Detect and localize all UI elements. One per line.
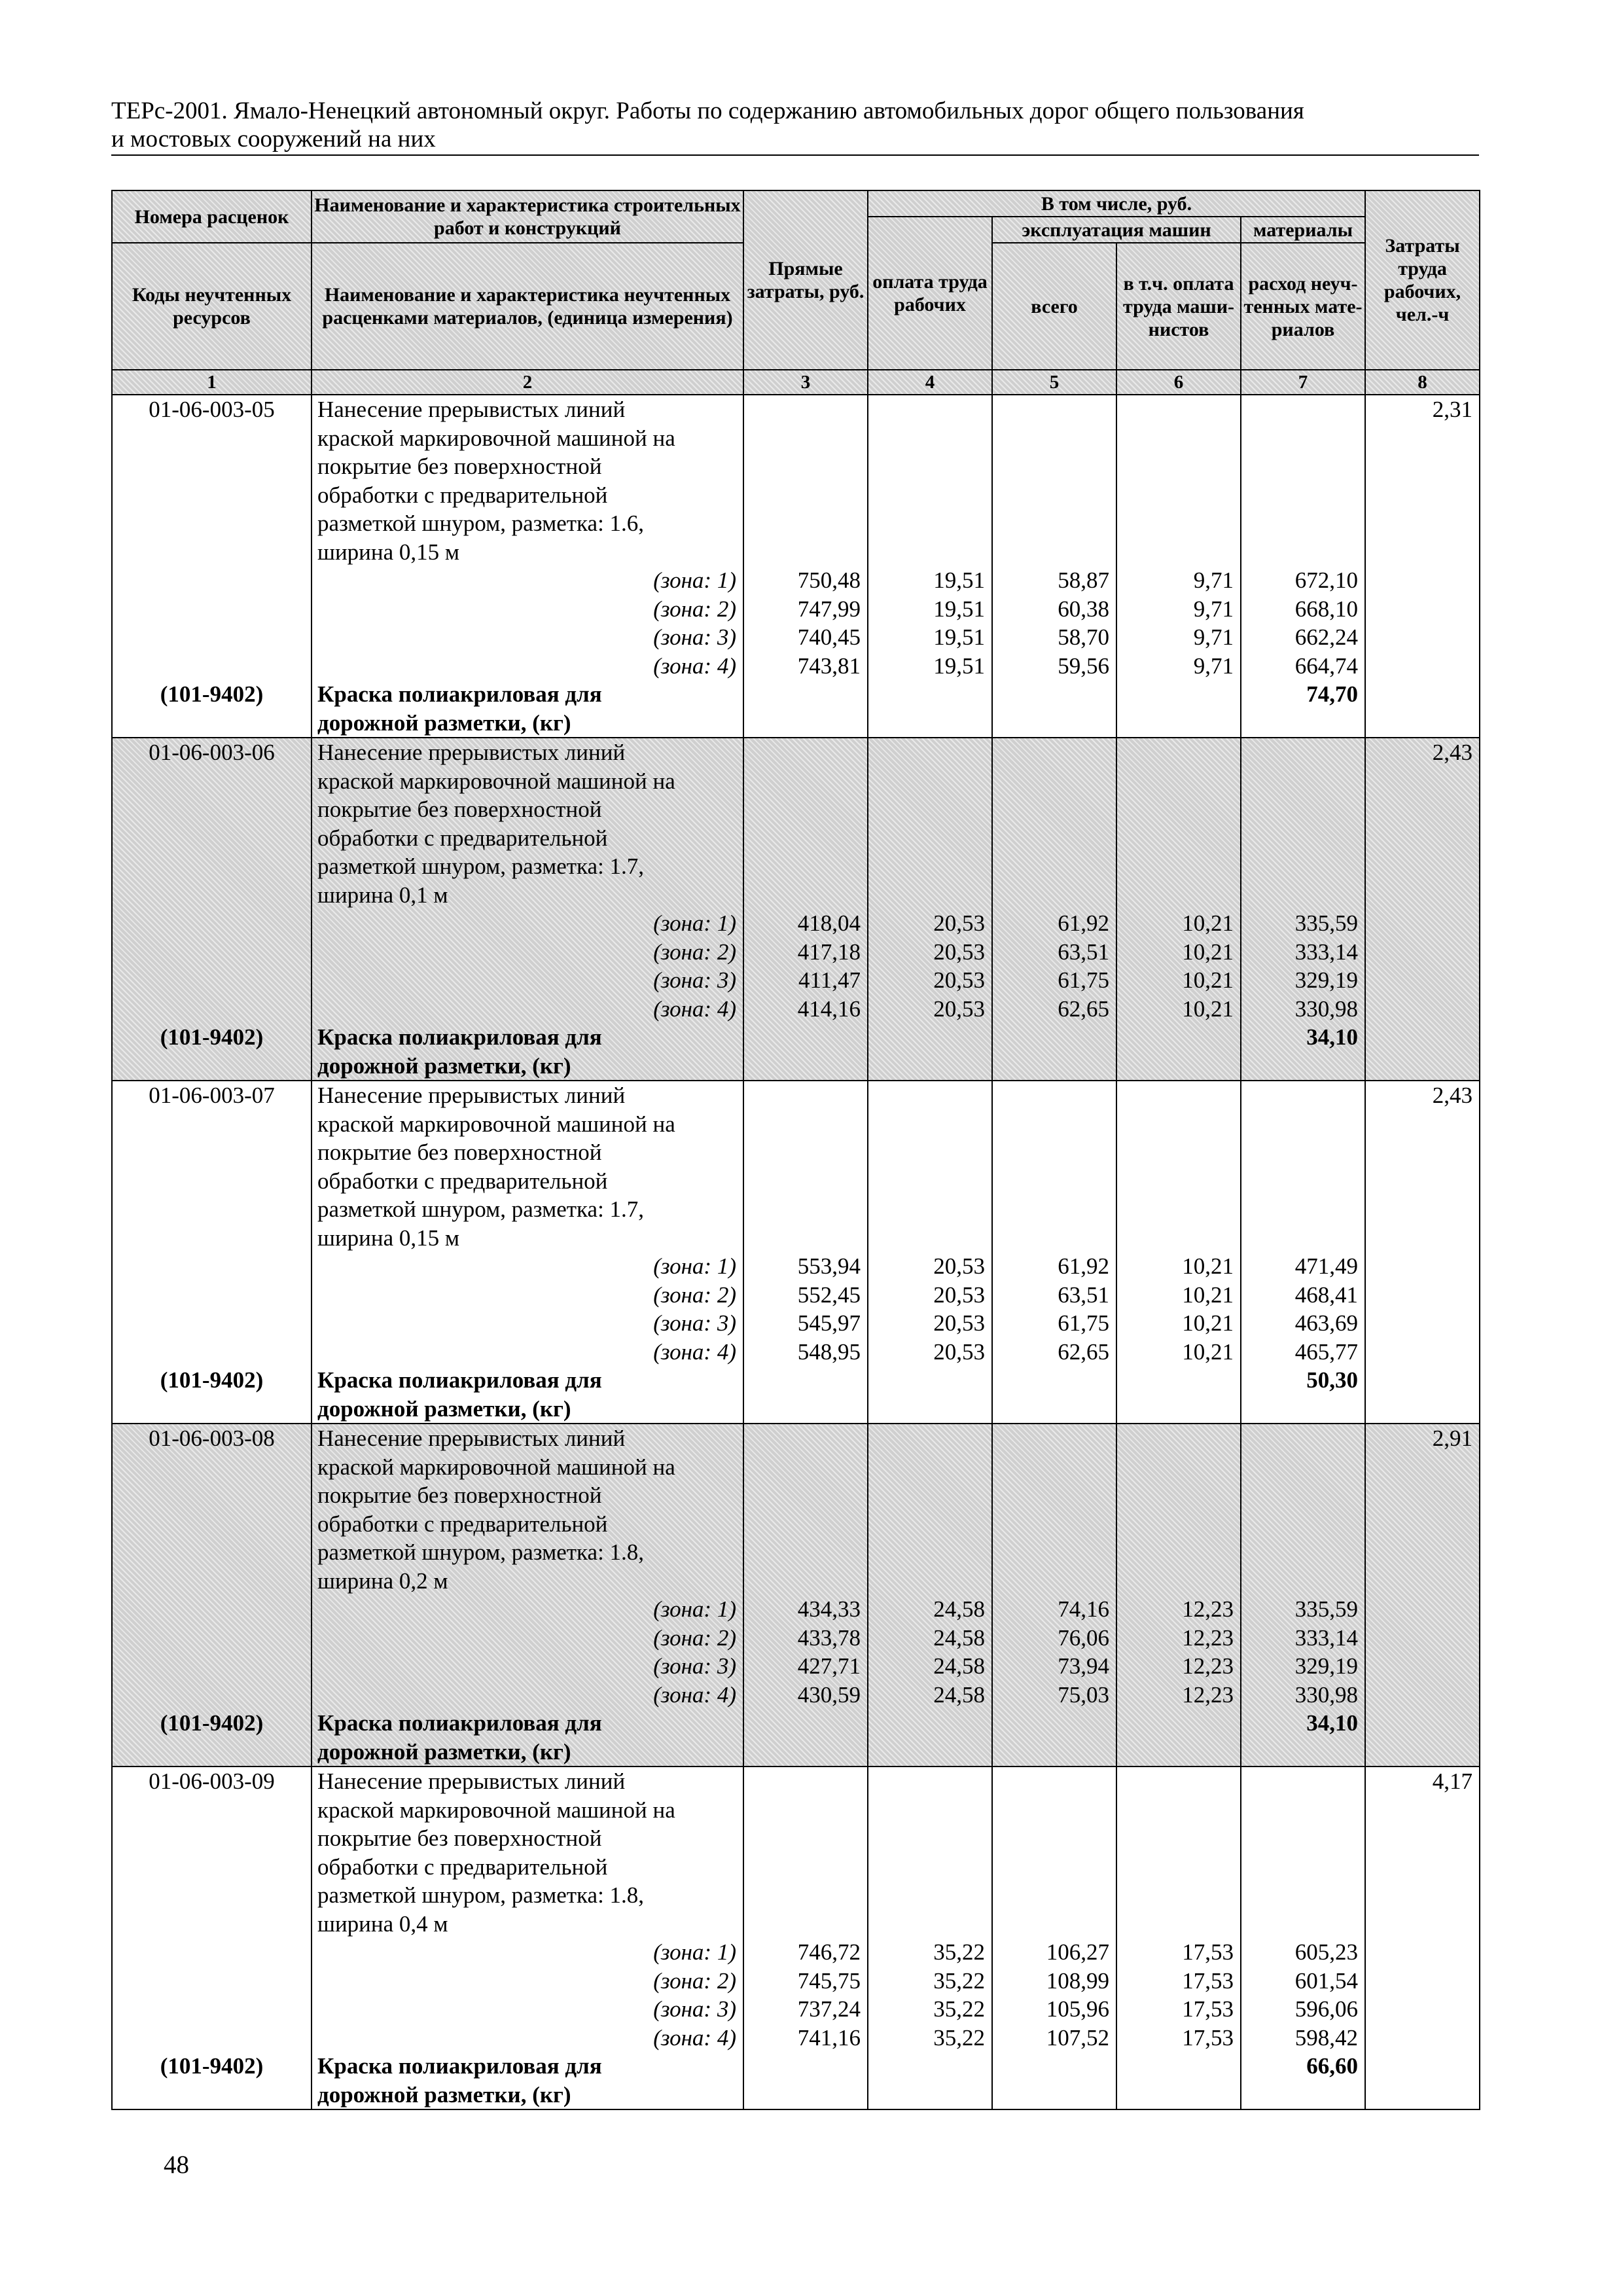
machine-total-value: 63,51 bbox=[1058, 1282, 1109, 1308]
labor-hours-cell bbox=[1365, 1424, 1480, 1767]
machine-labor-value: 9,71 bbox=[1193, 624, 1234, 650]
col-number: 2 bbox=[312, 370, 743, 395]
materials-value: 598,42 bbox=[1294, 2024, 1359, 2051]
machine-labor-cell bbox=[1116, 395, 1241, 738]
direct-cost-value: 750,48 bbox=[797, 567, 861, 593]
direct-cost-value: 741,16 bbox=[797, 2024, 861, 2051]
machine-labor-value: 9,71 bbox=[1193, 596, 1234, 622]
work-description-line: краской маркировочной машиной на bbox=[317, 1111, 675, 1137]
th-rate-numbers: Номера расценок bbox=[112, 190, 312, 243]
material-quantity: 66,60 bbox=[1306, 2053, 1359, 2079]
machine-total-cell bbox=[992, 738, 1116, 1081]
machine-labor-cell bbox=[1116, 1767, 1241, 2109]
material-code: (101-9402) bbox=[160, 1024, 264, 1050]
material-quantity: 34,10 bbox=[1306, 1710, 1359, 1736]
work-description-line: покрытие без поверхностной bbox=[317, 1482, 602, 1508]
work-description-line: ширина 0,15 м bbox=[317, 539, 460, 565]
direct-cost-value: 552,45 bbox=[797, 1282, 861, 1308]
rates-table bbox=[111, 190, 1480, 2110]
work-description-line: краской маркировочной машиной на bbox=[317, 1797, 675, 1823]
machine-total-value: 76,06 bbox=[1058, 1624, 1109, 1651]
machine-total-value: 59,56 bbox=[1058, 653, 1109, 679]
material-name-line: дорожной разметки, (кг) bbox=[317, 1395, 571, 1422]
machine-labor-value: 12,23 bbox=[1182, 1596, 1234, 1622]
th-materials: материалы bbox=[1241, 217, 1365, 243]
machine-labor-value: 10,21 bbox=[1182, 939, 1234, 965]
direct-cost-value: 414,16 bbox=[797, 996, 861, 1022]
machine-total-value: 74,16 bbox=[1058, 1596, 1109, 1622]
table-head bbox=[112, 190, 1480, 395]
zone-label: (зона: 1) bbox=[653, 1596, 736, 1622]
materials-value: 329,19 bbox=[1294, 967, 1359, 993]
work-description-line: краской маркировочной машиной на bbox=[317, 1454, 675, 1480]
labor-pay-cell bbox=[868, 1424, 992, 1767]
code-cell bbox=[112, 1081, 312, 1424]
materials-cell bbox=[1241, 1424, 1365, 1767]
header-line-2: и мостовых сооружений на них bbox=[111, 126, 436, 152]
work-description-line: Нанесение прерывистых линий bbox=[317, 740, 626, 765]
machine-total-value: 107,52 bbox=[1046, 2024, 1109, 2051]
direct-cost-cell bbox=[743, 1081, 868, 1424]
machine-labor-value: 10,21 bbox=[1182, 1282, 1234, 1308]
work-description-line: Нанесение прерывистых линий bbox=[317, 1768, 626, 1794]
labor-hours: 2,43 bbox=[1432, 1083, 1473, 1108]
page-number: 48 bbox=[164, 2151, 189, 2179]
machine-total-value: 60,38 bbox=[1058, 596, 1109, 622]
machine-total-cell bbox=[992, 1424, 1116, 1767]
machine-labor-value: 17,53 bbox=[1182, 1967, 1234, 1994]
rate-code: 01-06-003-06 bbox=[149, 740, 275, 765]
machine-total-value: 61,75 bbox=[1058, 1310, 1109, 1336]
col-number: 3 bbox=[743, 370, 868, 395]
work-description-line: краской маркировочной машиной на bbox=[317, 425, 675, 451]
material-name-line: дорожной разметки, (кг) bbox=[317, 709, 571, 736]
materials-value: 668,10 bbox=[1294, 596, 1359, 622]
work-description-line: обработки с предварительной bbox=[317, 482, 608, 508]
rate-code: 01-06-003-09 bbox=[149, 1768, 275, 1794]
labor-hours-cell bbox=[1365, 738, 1480, 1081]
zone-label: (зона: 2) bbox=[653, 1624, 736, 1651]
direct-cost-cell bbox=[743, 1424, 868, 1767]
code-cell bbox=[112, 738, 312, 1081]
labor-hours-cell bbox=[1365, 1081, 1480, 1424]
direct-cost-value: 433,78 bbox=[797, 1624, 861, 1651]
labor-pay-value: 24,58 bbox=[933, 1596, 985, 1622]
labor-pay-value: 20,53 bbox=[933, 1338, 985, 1365]
description-cell bbox=[312, 738, 743, 1081]
labor-pay-value: 35,22 bbox=[933, 1939, 985, 1965]
th-work-name: Наименование и характеристика строительных работ и конструкций bbox=[312, 190, 743, 243]
materials-value: 333,14 bbox=[1294, 1624, 1359, 1651]
direct-cost-value: 743,81 bbox=[797, 653, 861, 679]
th-machine-labor: в т.ч. оплата труда маши-нистов bbox=[1116, 243, 1241, 370]
direct-cost-value: 747,99 bbox=[797, 596, 861, 622]
code-cell bbox=[112, 1424, 312, 1767]
labor-pay-cell bbox=[868, 395, 992, 738]
code-cell bbox=[112, 1767, 312, 2109]
materials-value: 471,49 bbox=[1294, 1253, 1359, 1279]
direct-cost-value: 553,94 bbox=[797, 1253, 861, 1279]
rate-code: 01-06-003-05 bbox=[149, 397, 275, 422]
materials-value: 662,24 bbox=[1294, 624, 1359, 650]
material-quantity: 74,70 bbox=[1306, 681, 1359, 707]
labor-pay-value: 20,53 bbox=[933, 996, 985, 1022]
zone-label: (зона: 3) bbox=[653, 967, 736, 993]
direct-cost-value: 434,33 bbox=[797, 1596, 861, 1622]
machine-labor-value: 9,71 bbox=[1193, 567, 1234, 593]
machine-total-value: 75,03 bbox=[1058, 1681, 1109, 1708]
work-description-line: обработки с предварительной bbox=[317, 1168, 608, 1194]
th-labor-costs: Затраты труда рабочих, чел.-ч bbox=[1365, 190, 1480, 370]
work-description-line: покрытие без поверхностной bbox=[317, 454, 602, 479]
materials-value: 330,98 bbox=[1294, 1681, 1359, 1708]
materials-value: 468,41 bbox=[1294, 1282, 1359, 1308]
machine-labor-value: 10,21 bbox=[1182, 1310, 1234, 1336]
zone-label: (зона: 3) bbox=[653, 1310, 736, 1336]
zone-label: (зона: 1) bbox=[653, 910, 736, 936]
machine-total-value: 58,70 bbox=[1058, 624, 1109, 650]
materials-value: 664,74 bbox=[1294, 653, 1359, 679]
zone-label: (зона: 4) bbox=[653, 996, 736, 1022]
labor-pay-value: 24,58 bbox=[933, 1624, 985, 1651]
material-name-line: Краска полиакриловая для bbox=[317, 1710, 602, 1736]
material-name-line: Краска полиакриловая для bbox=[317, 1024, 602, 1050]
machine-labor-value: 10,21 bbox=[1182, 967, 1234, 993]
col-number: 4 bbox=[868, 370, 992, 395]
col-number: 7 bbox=[1241, 370, 1365, 395]
work-description-line: разметкой шнуром, разметка: 1.7, bbox=[317, 853, 645, 879]
material-name-line: дорожной разметки, (кг) bbox=[317, 1052, 571, 1079]
machine-labor-value: 10,21 bbox=[1182, 910, 1234, 936]
description-cell bbox=[312, 395, 743, 738]
materials-value: 672,10 bbox=[1294, 567, 1359, 593]
th-machine-total: всего bbox=[992, 243, 1116, 370]
direct-cost-value: 737,24 bbox=[797, 1996, 861, 2022]
materials-value: 465,77 bbox=[1294, 1338, 1359, 1365]
machine-labor-value: 10,21 bbox=[1182, 1338, 1234, 1365]
rate-code: 01-06-003-08 bbox=[149, 1426, 275, 1451]
rate-code: 01-06-003-07 bbox=[149, 1083, 275, 1108]
work-description-line: ширина 0,2 м bbox=[317, 1568, 448, 1594]
zone-label: (зона: 1) bbox=[653, 1939, 736, 1965]
work-description-line: ширина 0,15 м bbox=[317, 1225, 460, 1251]
labor-hours-cell bbox=[1365, 395, 1480, 738]
labor-pay-cell bbox=[868, 738, 992, 1081]
materials-value: 335,59 bbox=[1294, 1596, 1359, 1622]
labor-hours: 2,91 bbox=[1432, 1426, 1473, 1451]
machine-labor-value: 17,53 bbox=[1182, 1996, 1234, 2022]
zone-label: (зона: 3) bbox=[653, 624, 736, 650]
machine-total-value: 61,92 bbox=[1058, 1253, 1109, 1279]
labor-pay-value: 20,53 bbox=[933, 1282, 985, 1308]
direct-cost-cell bbox=[743, 1767, 868, 2109]
col-number: 1 bbox=[112, 370, 312, 395]
direct-cost-cell bbox=[743, 738, 868, 1081]
description-cell bbox=[312, 1081, 743, 1424]
machine-total-value: 108,99 bbox=[1046, 1967, 1109, 1994]
materials-value: 329,19 bbox=[1294, 1653, 1359, 1679]
labor-pay-value: 35,22 bbox=[933, 2024, 985, 2051]
header-line-1: ТЕРс-2001. Ямало-Ненецкий автономный округ. Работы по содержанию автомобильных дорог общего пользования bbox=[111, 98, 1304, 124]
materials-value: 463,69 bbox=[1294, 1310, 1359, 1336]
materials-value: 335,59 bbox=[1294, 910, 1359, 936]
th-labor-pay: оплата труда рабочих bbox=[868, 217, 992, 370]
material-code: (101-9402) bbox=[160, 1710, 264, 1736]
direct-cost-value: 411,47 bbox=[798, 967, 861, 993]
material-name-line: дорожной разметки, (кг) bbox=[317, 2081, 571, 2108]
labor-pay-value: 19,51 bbox=[933, 624, 985, 650]
direct-cost-value: 740,45 bbox=[797, 624, 861, 650]
th-machine-operation: эксплуатация машин bbox=[992, 217, 1241, 243]
labor-pay-value: 35,22 bbox=[933, 1967, 985, 1994]
machine-total-cell bbox=[992, 1767, 1116, 2109]
machine-total-value: 106,27 bbox=[1046, 1939, 1109, 1965]
materials-value: 596,06 bbox=[1294, 1996, 1359, 2022]
material-name-line: Краска полиакриловая для bbox=[317, 1367, 602, 1393]
machine-labor-value: 17,53 bbox=[1182, 1939, 1234, 1965]
rate-row bbox=[112, 1081, 1480, 1424]
machine-total-value: 73,94 bbox=[1058, 1653, 1109, 1679]
material-name-line: дорожной разметки, (кг) bbox=[317, 1738, 571, 1765]
labor-pay-value: 20,53 bbox=[933, 1253, 985, 1279]
machine-labor-value: 17,53 bbox=[1182, 2024, 1234, 2051]
direct-cost-cell bbox=[743, 395, 868, 738]
machine-labor-cell bbox=[1116, 738, 1241, 1081]
materials-cell bbox=[1241, 1081, 1365, 1424]
direct-cost-value: 745,75 bbox=[797, 1967, 861, 1994]
material-name-line: Краска полиакриловая для bbox=[317, 2053, 602, 2079]
materials-value: 333,14 bbox=[1294, 939, 1359, 965]
machine-labor-value: 10,21 bbox=[1182, 996, 1234, 1022]
zone-label: (зона: 4) bbox=[653, 653, 736, 679]
zone-label: (зона: 1) bbox=[653, 567, 736, 593]
zone-label: (зона: 2) bbox=[653, 939, 736, 965]
labor-pay-value: 20,53 bbox=[933, 1310, 985, 1336]
materials-cell bbox=[1241, 1767, 1365, 2109]
zone-label: (зона: 2) bbox=[653, 596, 736, 622]
zone-label: (зона: 3) bbox=[653, 1996, 736, 2022]
labor-hours: 2,31 bbox=[1432, 397, 1473, 422]
material-code: (101-9402) bbox=[160, 2053, 264, 2079]
direct-cost-value: 545,97 bbox=[797, 1310, 861, 1336]
labor-pay-cell bbox=[868, 1081, 992, 1424]
col-number: 8 bbox=[1365, 370, 1480, 395]
work-description-line: разметкой шнуром, разметка: 1.7, bbox=[317, 1196, 645, 1222]
work-description-line: Нанесение прерывистых линий bbox=[317, 397, 626, 422]
work-description-line: разметкой шнуром, разметка: 1.8, bbox=[317, 1539, 645, 1565]
table-body bbox=[112, 395, 1480, 2109]
machine-labor-value: 9,71 bbox=[1193, 653, 1234, 679]
labor-hours-cell bbox=[1365, 1767, 1480, 2109]
rate-row bbox=[112, 1767, 1480, 2109]
machine-total-value: 61,75 bbox=[1058, 967, 1109, 993]
labor-pay-value: 24,58 bbox=[933, 1653, 985, 1679]
zone-label: (зона: 2) bbox=[653, 1282, 736, 1308]
labor-hours: 2,43 bbox=[1432, 740, 1473, 765]
work-description-line: обработки с предварительной bbox=[317, 1854, 608, 1880]
work-description-line: Нанесение прерывистых линий bbox=[317, 1083, 626, 1108]
machine-total-value: 58,87 bbox=[1058, 567, 1109, 593]
th-including: В том числе, руб. bbox=[868, 190, 1365, 217]
machine-total-value: 62,65 bbox=[1058, 1338, 1109, 1365]
direct-cost-value: 418,04 bbox=[797, 910, 861, 936]
col-number: 5 bbox=[992, 370, 1116, 395]
direct-cost-value: 427,71 bbox=[797, 1653, 861, 1679]
th-direct-costs: Прямые затраты, руб. bbox=[743, 190, 868, 370]
labor-pay-value: 35,22 bbox=[933, 1996, 985, 2022]
machine-total-value: 61,92 bbox=[1058, 910, 1109, 936]
material-name-line: Краска полиакриловая для bbox=[317, 681, 602, 707]
description-cell bbox=[312, 1767, 743, 2109]
rate-row bbox=[112, 1424, 1480, 1767]
page-header bbox=[111, 97, 1479, 156]
zone-label: (зона: 4) bbox=[653, 2024, 736, 2051]
work-description-line: ширина 0,4 м bbox=[317, 1910, 448, 1937]
machine-total-value: 62,65 bbox=[1058, 996, 1109, 1022]
code-cell bbox=[112, 395, 312, 738]
material-quantity: 50,30 bbox=[1306, 1367, 1359, 1393]
work-description-line: обработки с предварительной bbox=[317, 825, 608, 851]
materials-value: 605,23 bbox=[1294, 1939, 1359, 1965]
work-description-line: покрытие без поверхностной bbox=[317, 797, 602, 822]
machine-total-value: 63,51 bbox=[1058, 939, 1109, 965]
machine-labor-value: 12,23 bbox=[1182, 1653, 1234, 1679]
labor-hours: 4,17 bbox=[1432, 1768, 1473, 1794]
labor-pay-value: 20,53 bbox=[933, 967, 985, 993]
work-description-line: обработки с предварительной bbox=[317, 1511, 608, 1537]
labor-pay-value: 20,53 bbox=[933, 910, 985, 936]
zone-label: (зона: 4) bbox=[653, 1681, 736, 1708]
machine-labor-cell bbox=[1116, 1424, 1241, 1767]
labor-pay-value: 24,58 bbox=[933, 1681, 985, 1708]
material-code: (101-9402) bbox=[160, 681, 264, 707]
materials-value: 601,54 bbox=[1294, 1967, 1359, 1994]
work-description-line: ширина 0,1 м bbox=[317, 882, 448, 908]
machine-total-cell bbox=[992, 1081, 1116, 1424]
direct-cost-value: 746,72 bbox=[797, 1939, 861, 1965]
rate-row bbox=[112, 395, 1480, 738]
direct-cost-value: 417,18 bbox=[797, 939, 861, 965]
th-materials-consumption: расход неуч-тенных мате-риалов bbox=[1241, 243, 1365, 370]
labor-pay-value: 20,53 bbox=[933, 939, 985, 965]
col-number: 6 bbox=[1116, 370, 1241, 395]
zone-label: (зона: 4) bbox=[653, 1338, 736, 1365]
labor-pay-value: 19,51 bbox=[933, 596, 985, 622]
work-description-line: покрытие без поверхностной bbox=[317, 1139, 602, 1165]
labor-pay-cell bbox=[868, 1767, 992, 2109]
machine-labor-value: 12,23 bbox=[1182, 1624, 1234, 1651]
machine-total-value: 105,96 bbox=[1046, 1996, 1109, 2022]
material-code: (101-9402) bbox=[160, 1367, 264, 1393]
work-description-line: покрытие без поверхностной bbox=[317, 1825, 602, 1851]
materials-value: 330,98 bbox=[1294, 996, 1359, 1022]
zone-label: (зона: 2) bbox=[653, 1967, 736, 1994]
description-cell bbox=[312, 1424, 743, 1767]
th-material-name: Наименование и характеристика неучтенных расценками материалов, (единица измерения) bbox=[312, 243, 743, 370]
machine-labor-cell bbox=[1116, 1081, 1241, 1424]
rate-row bbox=[112, 738, 1480, 1081]
zone-label: (зона: 1) bbox=[653, 1253, 736, 1279]
work-description-line: разметкой шнуром, разметка: 1.6, bbox=[317, 511, 645, 536]
work-description-line: Нанесение прерывистых линий bbox=[317, 1426, 626, 1451]
zone-label: (зона: 3) bbox=[653, 1653, 736, 1679]
materials-cell bbox=[1241, 738, 1365, 1081]
machine-labor-value: 12,23 bbox=[1182, 1681, 1234, 1708]
direct-cost-value: 548,95 bbox=[797, 1338, 861, 1365]
material-quantity: 34,10 bbox=[1306, 1024, 1359, 1050]
work-description-line: краской маркировочной машиной на bbox=[317, 768, 675, 794]
materials-cell bbox=[1241, 395, 1365, 738]
work-description-line: разметкой шнуром, разметка: 1.8, bbox=[317, 1882, 645, 1908]
direct-cost-value: 430,59 bbox=[797, 1681, 861, 1708]
labor-pay-value: 19,51 bbox=[933, 567, 985, 593]
labor-pay-value: 19,51 bbox=[933, 653, 985, 679]
machine-total-cell bbox=[992, 395, 1116, 738]
machine-labor-value: 10,21 bbox=[1182, 1253, 1234, 1279]
th-resource-codes: Коды неучтенных ресурсов bbox=[112, 243, 312, 370]
